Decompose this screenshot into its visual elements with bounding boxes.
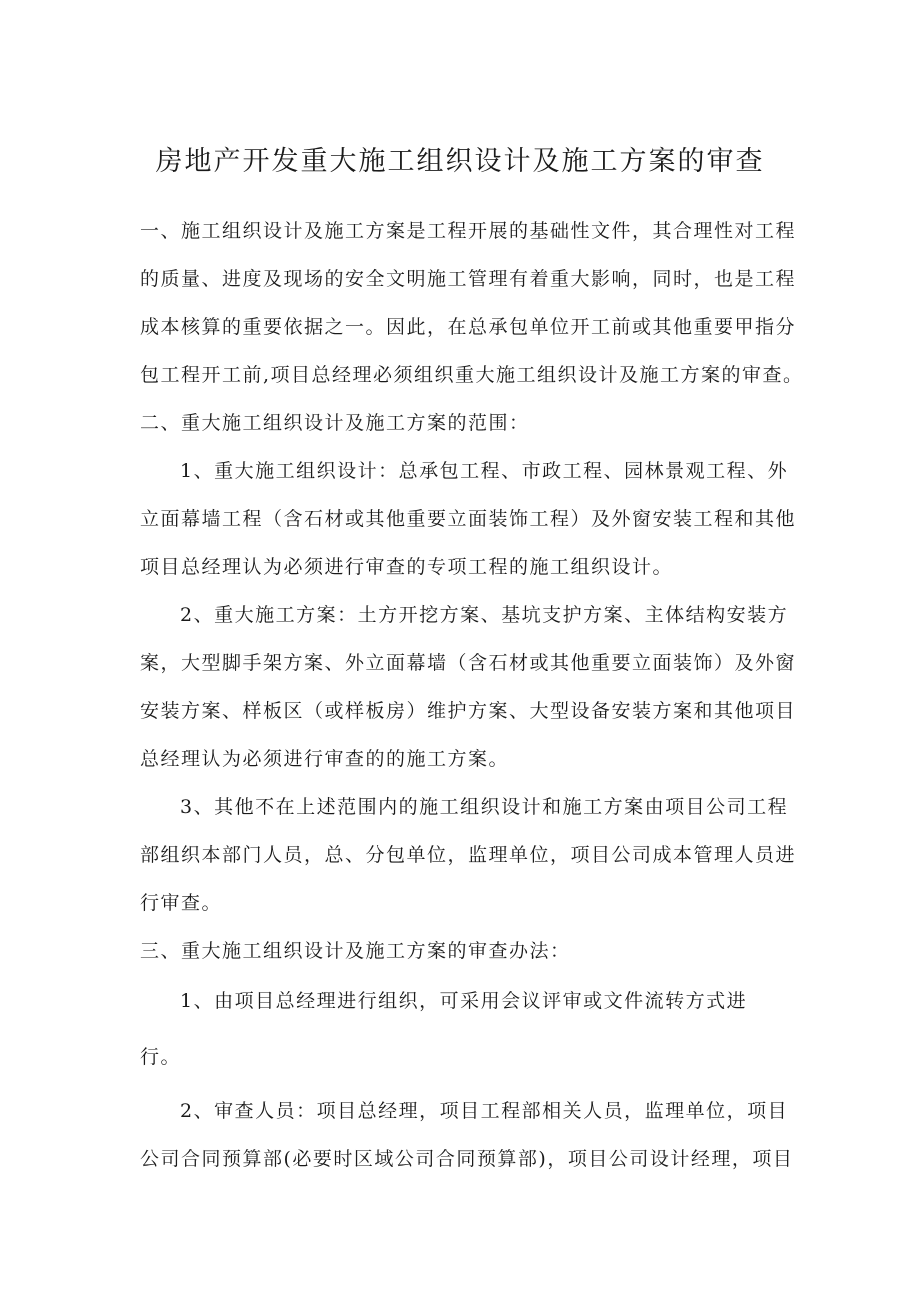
paragraph-line: 2、审查人员：项目总经理，项目工程部相关人员，监理单位，项目 [180, 1100, 789, 1122]
paragraph-line: 总经理认为必须进行审查的的施工方案。 [140, 748, 510, 770]
paragraph-line: 公司合同预算部(必要时区域公司合同预算部)，项目公司设计经理，项目 [140, 1148, 794, 1170]
paragraph-line: 项目总经理认为必须进行审查的专项工程的施工组织设计。 [140, 556, 674, 578]
paragraph-line: 成本核算的重要依据之一。因此，在总承包单位开工前或其他重要甲指分 [140, 316, 797, 338]
paragraph-line: 的质量、进度及现场的安全文明施工管理有着重大影响，同时，也是工程 [140, 268, 797, 290]
section-heading: 三、重大施工组织设计及施工方案的审查办法： [140, 940, 571, 962]
paragraph-line: 行。 [140, 1046, 182, 1068]
paragraph-line: 案，大型脚手架方案、外立面幕墙（含石材或其他重要立面装饰）及外窗 [140, 652, 797, 674]
paragraph-line: 1、重大施工组织设计：总承包工程、市政工程、园林景观工程、外 [180, 460, 789, 482]
paragraph-line: 行审查。 [140, 892, 223, 914]
paragraph-line: 2、重大施工方案：土方开挖方案、基坑支护方案、主体结构安装方 [180, 604, 789, 626]
paragraph-line: 安装方案、样板区（或样板房）维护方案、大型设备安装方案和其他项目 [140, 700, 797, 722]
section-heading: 二、重大施工组织设计及施工方案的范围： [140, 412, 530, 434]
document-title: 房地产开发重大施工组织设计及施工方案的审查 [155, 146, 765, 177]
paragraph-line: 立面幕墙工程（含石材或其他重要立面装饰工程）及外窗安装工程和其他 [140, 508, 797, 530]
paragraph-line: 一、施工组织设计及施工方案是工程开展的基础性文件，其合理性对工程 [140, 220, 797, 242]
paragraph-line: 1、由项目总经理进行组织，可采用会议评审或文件流转方式进 [180, 990, 748, 1012]
paragraph-line: 包工程开工前,项目总经理必须组织重大施工组织设计及施工方案的审查。 [140, 364, 804, 386]
paragraph-line: 部组织本部门人员，总、分包单位，监理单位，项目公司成本管理人员进 [140, 844, 797, 866]
paragraph-line: 3、其他不在上述范围内的施工组织设计和施工方案由项目公司工程 [180, 796, 789, 818]
